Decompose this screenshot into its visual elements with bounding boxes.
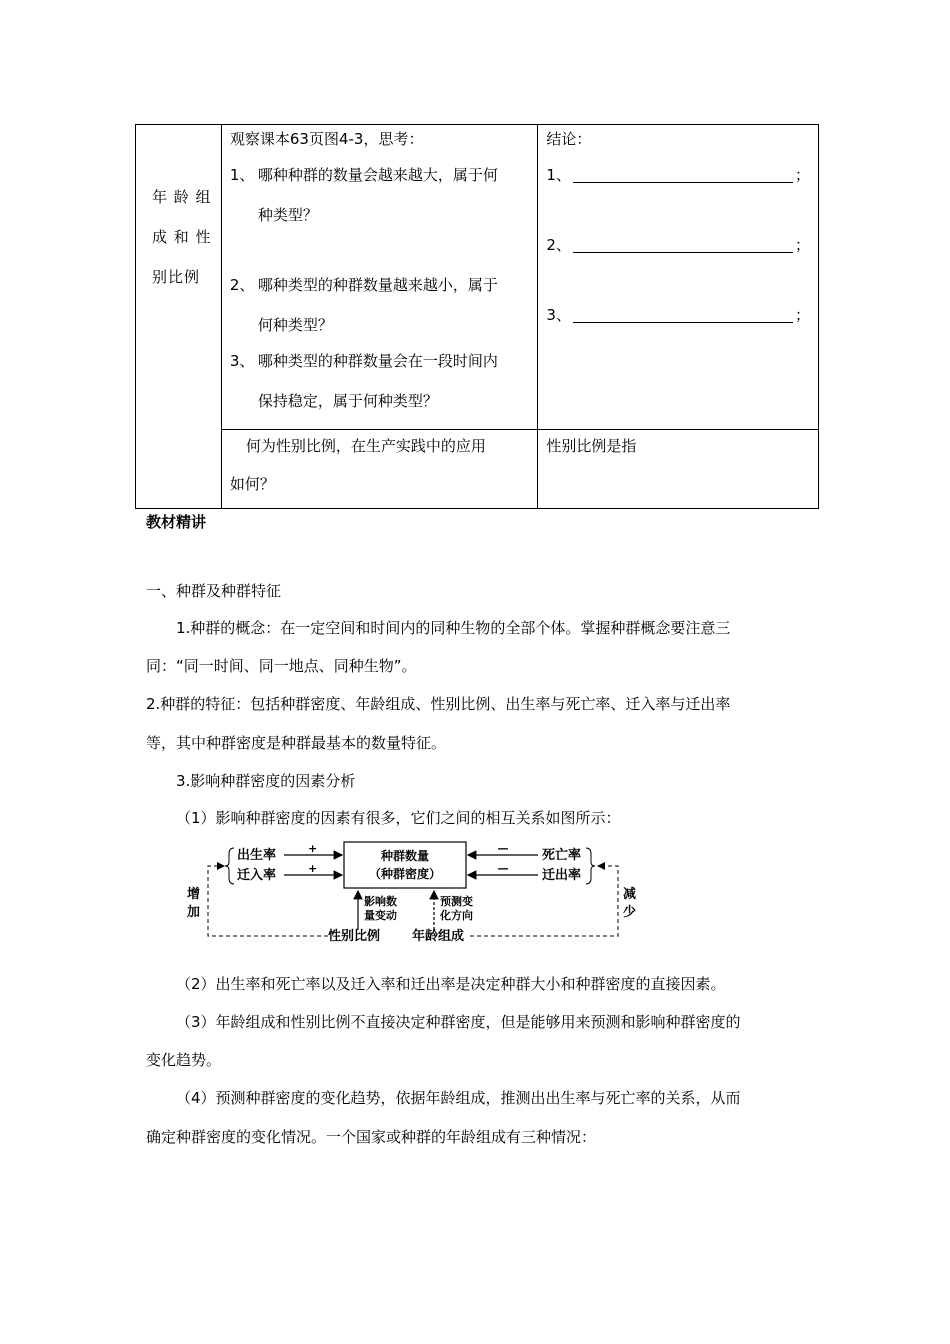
- increase-label: 加: [187, 905, 201, 920]
- plus-sign: +: [308, 842, 318, 855]
- subsection-title: 一、种群及种群特征: [146, 582, 282, 600]
- paragraph: （1）影响种群密度的因素有很多，它们之间的相互关系如图所示：: [176, 809, 621, 827]
- question-text: 哪种类型的种群数量会在一段时间内: [257, 352, 498, 370]
- population-density-diagram: [180, 838, 640, 944]
- decrease-label: 减: [623, 887, 637, 902]
- minus-sign: —: [497, 842, 509, 855]
- sex-ratio-question-cell: [221, 430, 538, 509]
- right-brace: [586, 848, 595, 884]
- question-intro: 观察课本63页图4-3，思考：: [229, 130, 424, 148]
- paragraph: 3.影响种群密度的因素分析: [176, 772, 356, 790]
- section-heading: 教材精讲: [146, 513, 207, 531]
- predict-label: 化方向: [440, 909, 473, 922]
- conclusion-cell: [538, 125, 819, 430]
- birth-rate-label: 出生率: [237, 848, 277, 863]
- influence-label: 量变动: [364, 909, 397, 922]
- age-sex-table: [135, 124, 819, 509]
- paragraph: 1.种群的概念：在一定空间和时间内的同种生物的全部个体。掌握种群概念要注意三: [176, 619, 731, 637]
- question-number: 3、: [229, 352, 255, 370]
- minus-sign: —: [497, 862, 509, 875]
- row-label-cell: [136, 125, 222, 509]
- influence-label: 影响数: [364, 895, 397, 908]
- sex-ratio-answer: 性别比例是指: [546, 437, 637, 455]
- blank-line[interactable]: [573, 238, 793, 253]
- row-label-line: 成 和 性: [152, 228, 212, 246]
- blank-end: ；: [794, 166, 810, 184]
- paragraph: （4）预测种群密度的变化趋势，依据年龄组成，推测出出生率与死亡率的关系，从而: [176, 1089, 741, 1107]
- paragraph: 变化趋势。: [146, 1051, 222, 1069]
- blank-number: 3、: [546, 306, 571, 324]
- questions-cell: [221, 125, 538, 430]
- paragraph: 等，其中种群密度是种群最基本的数量特征。: [146, 734, 447, 752]
- sex-ratio-question: 如何？: [229, 475, 275, 493]
- conclusion-title: 结论：: [546, 130, 592, 148]
- question-number: 2、: [229, 276, 255, 294]
- center-label: 种群数量: [380, 849, 430, 863]
- blank-row: [546, 165, 810, 185]
- paragraph: 同：“同一时间、同一地点、同种生物”。: [146, 657, 417, 675]
- left-brace: [225, 848, 234, 884]
- sex-ratio-label: 性别比例: [328, 929, 381, 944]
- question-text: 何种类型？: [257, 316, 333, 334]
- plus-sign: +: [308, 862, 318, 875]
- blank-end: ；: [794, 306, 810, 324]
- center-label: （种群密度）: [368, 867, 442, 881]
- sex-ratio-question: 何为性别比例，在生产实践中的应用: [245, 437, 486, 455]
- paragraph: （2）出生率和死亡率以及迁入率和迁出率是决定种群大小和种群密度的直接因素。: [176, 975, 726, 993]
- blank-number: 1、: [546, 166, 571, 184]
- predict-label: 预测变: [440, 895, 473, 908]
- blank-row: [546, 305, 810, 325]
- emigration-rate-label: 迁出率: [542, 868, 582, 883]
- paragraph: （3）年龄组成和性别比例不直接决定种群密度，但是能够用来预测和影响种群密度的: [176, 1013, 741, 1031]
- row-label-line: 年 龄 组: [152, 188, 212, 206]
- question-text: 种类型？: [257, 206, 318, 224]
- immigration-rate-label: 迁入率: [237, 868, 277, 883]
- paragraph: 确定种群密度的变化情况。一个国家或种群的年龄组成有三种情况：: [146, 1128, 597, 1146]
- question-text: 哪种种群的数量会越来越大，属于何: [257, 166, 498, 184]
- question-number: 1、: [229, 166, 255, 184]
- question-text: 哪种类型的种群数量越来越小，属于: [257, 276, 498, 294]
- decrease-label: 少: [623, 905, 637, 920]
- paragraph: 2.种群的特征：包括种群密度、年龄组成、性别比例、出生率与死亡率、迁入率与迁出率: [146, 695, 731, 713]
- blank-end: ；: [794, 236, 810, 254]
- blank-number: 2、: [546, 236, 571, 254]
- row-label-line: 别比例: [152, 268, 201, 286]
- blank-row: [546, 235, 810, 255]
- question-text: 保持稳定，属于何种类型？: [257, 392, 438, 410]
- increase-label: 增: [187, 887, 201, 902]
- blank-line[interactable]: [573, 308, 793, 323]
- death-rate-label: 死亡率: [542, 848, 582, 863]
- blank-line[interactable]: [573, 168, 793, 183]
- age-structure-label: 年龄组成: [412, 929, 465, 944]
- sex-ratio-answer-cell: [538, 430, 819, 509]
